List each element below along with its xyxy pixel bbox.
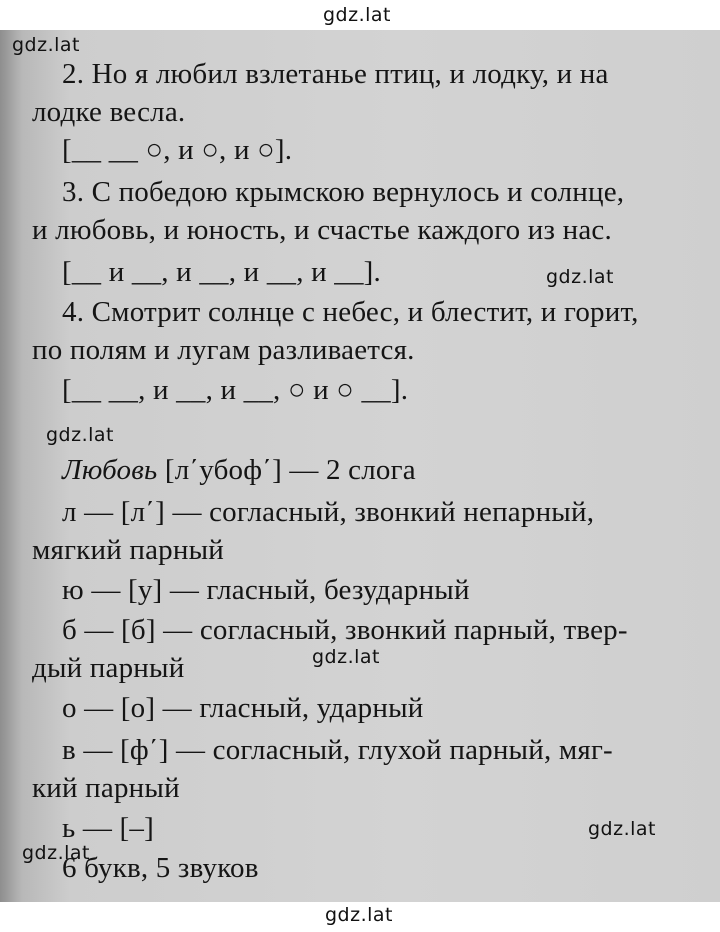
text-line: ю — [у] — гласный, безударный bbox=[62, 574, 470, 606]
sentence-scheme: [__ и __, и __, и __, и __]. bbox=[62, 256, 381, 288]
text-line: мягкий парный bbox=[32, 534, 224, 566]
transcription: [л΄убоф΄] — 2 слога bbox=[164, 454, 416, 486]
text-line: 3. С победою крымскою вернулось и солнце, bbox=[62, 176, 625, 208]
watermark: gdz.lat bbox=[320, 4, 394, 26]
text-line: в — [ф΄] — согласный, глухой парный, мяг- bbox=[62, 734, 613, 766]
text-line: по полям и лугам разливается. bbox=[32, 334, 415, 366]
text-line: 2. Но я любил взлетанье птиц, и лодку, и на bbox=[62, 58, 609, 90]
watermark: gdz.lat bbox=[588, 818, 657, 840]
sentence-scheme: [__ __ ○, и ○, и ○]. bbox=[62, 134, 293, 166]
text-line: б — [б] — согласный, звонкий парный, твер- bbox=[62, 614, 628, 646]
watermark: gdz.lat bbox=[12, 34, 81, 56]
text-line: лодке весла. bbox=[32, 96, 186, 128]
watermark: gdz.lat bbox=[546, 266, 615, 288]
text-line: кий парный bbox=[32, 772, 180, 804]
text-line: л — [л΄] — согласный, звонкий непарный, bbox=[62, 496, 595, 528]
text-line: 6 букв, 5 звуков bbox=[62, 852, 259, 884]
analyzed-word: Любовь bbox=[62, 454, 158, 486]
sentence-scheme: [__ __, и __, и __, ○ и ○ __]. bbox=[62, 374, 409, 406]
analysis-heading bbox=[62, 454, 416, 487]
watermark: gdz.lat bbox=[322, 904, 396, 926]
text-line: 4. Смотрит солнце с небес, и блестит, и горит, bbox=[62, 296, 639, 328]
watermark: gdz.lat bbox=[312, 646, 381, 668]
text-line: и любовь, и юность, и счастье каждого из нас. bbox=[32, 214, 612, 246]
watermark: gdz.lat bbox=[22, 842, 91, 864]
text-line: о — [о] — гласный, ударный bbox=[62, 692, 424, 724]
text-line: дый парный bbox=[32, 652, 185, 684]
text-line: ь — [–] bbox=[62, 812, 154, 844]
watermark: gdz.lat bbox=[46, 424, 115, 446]
